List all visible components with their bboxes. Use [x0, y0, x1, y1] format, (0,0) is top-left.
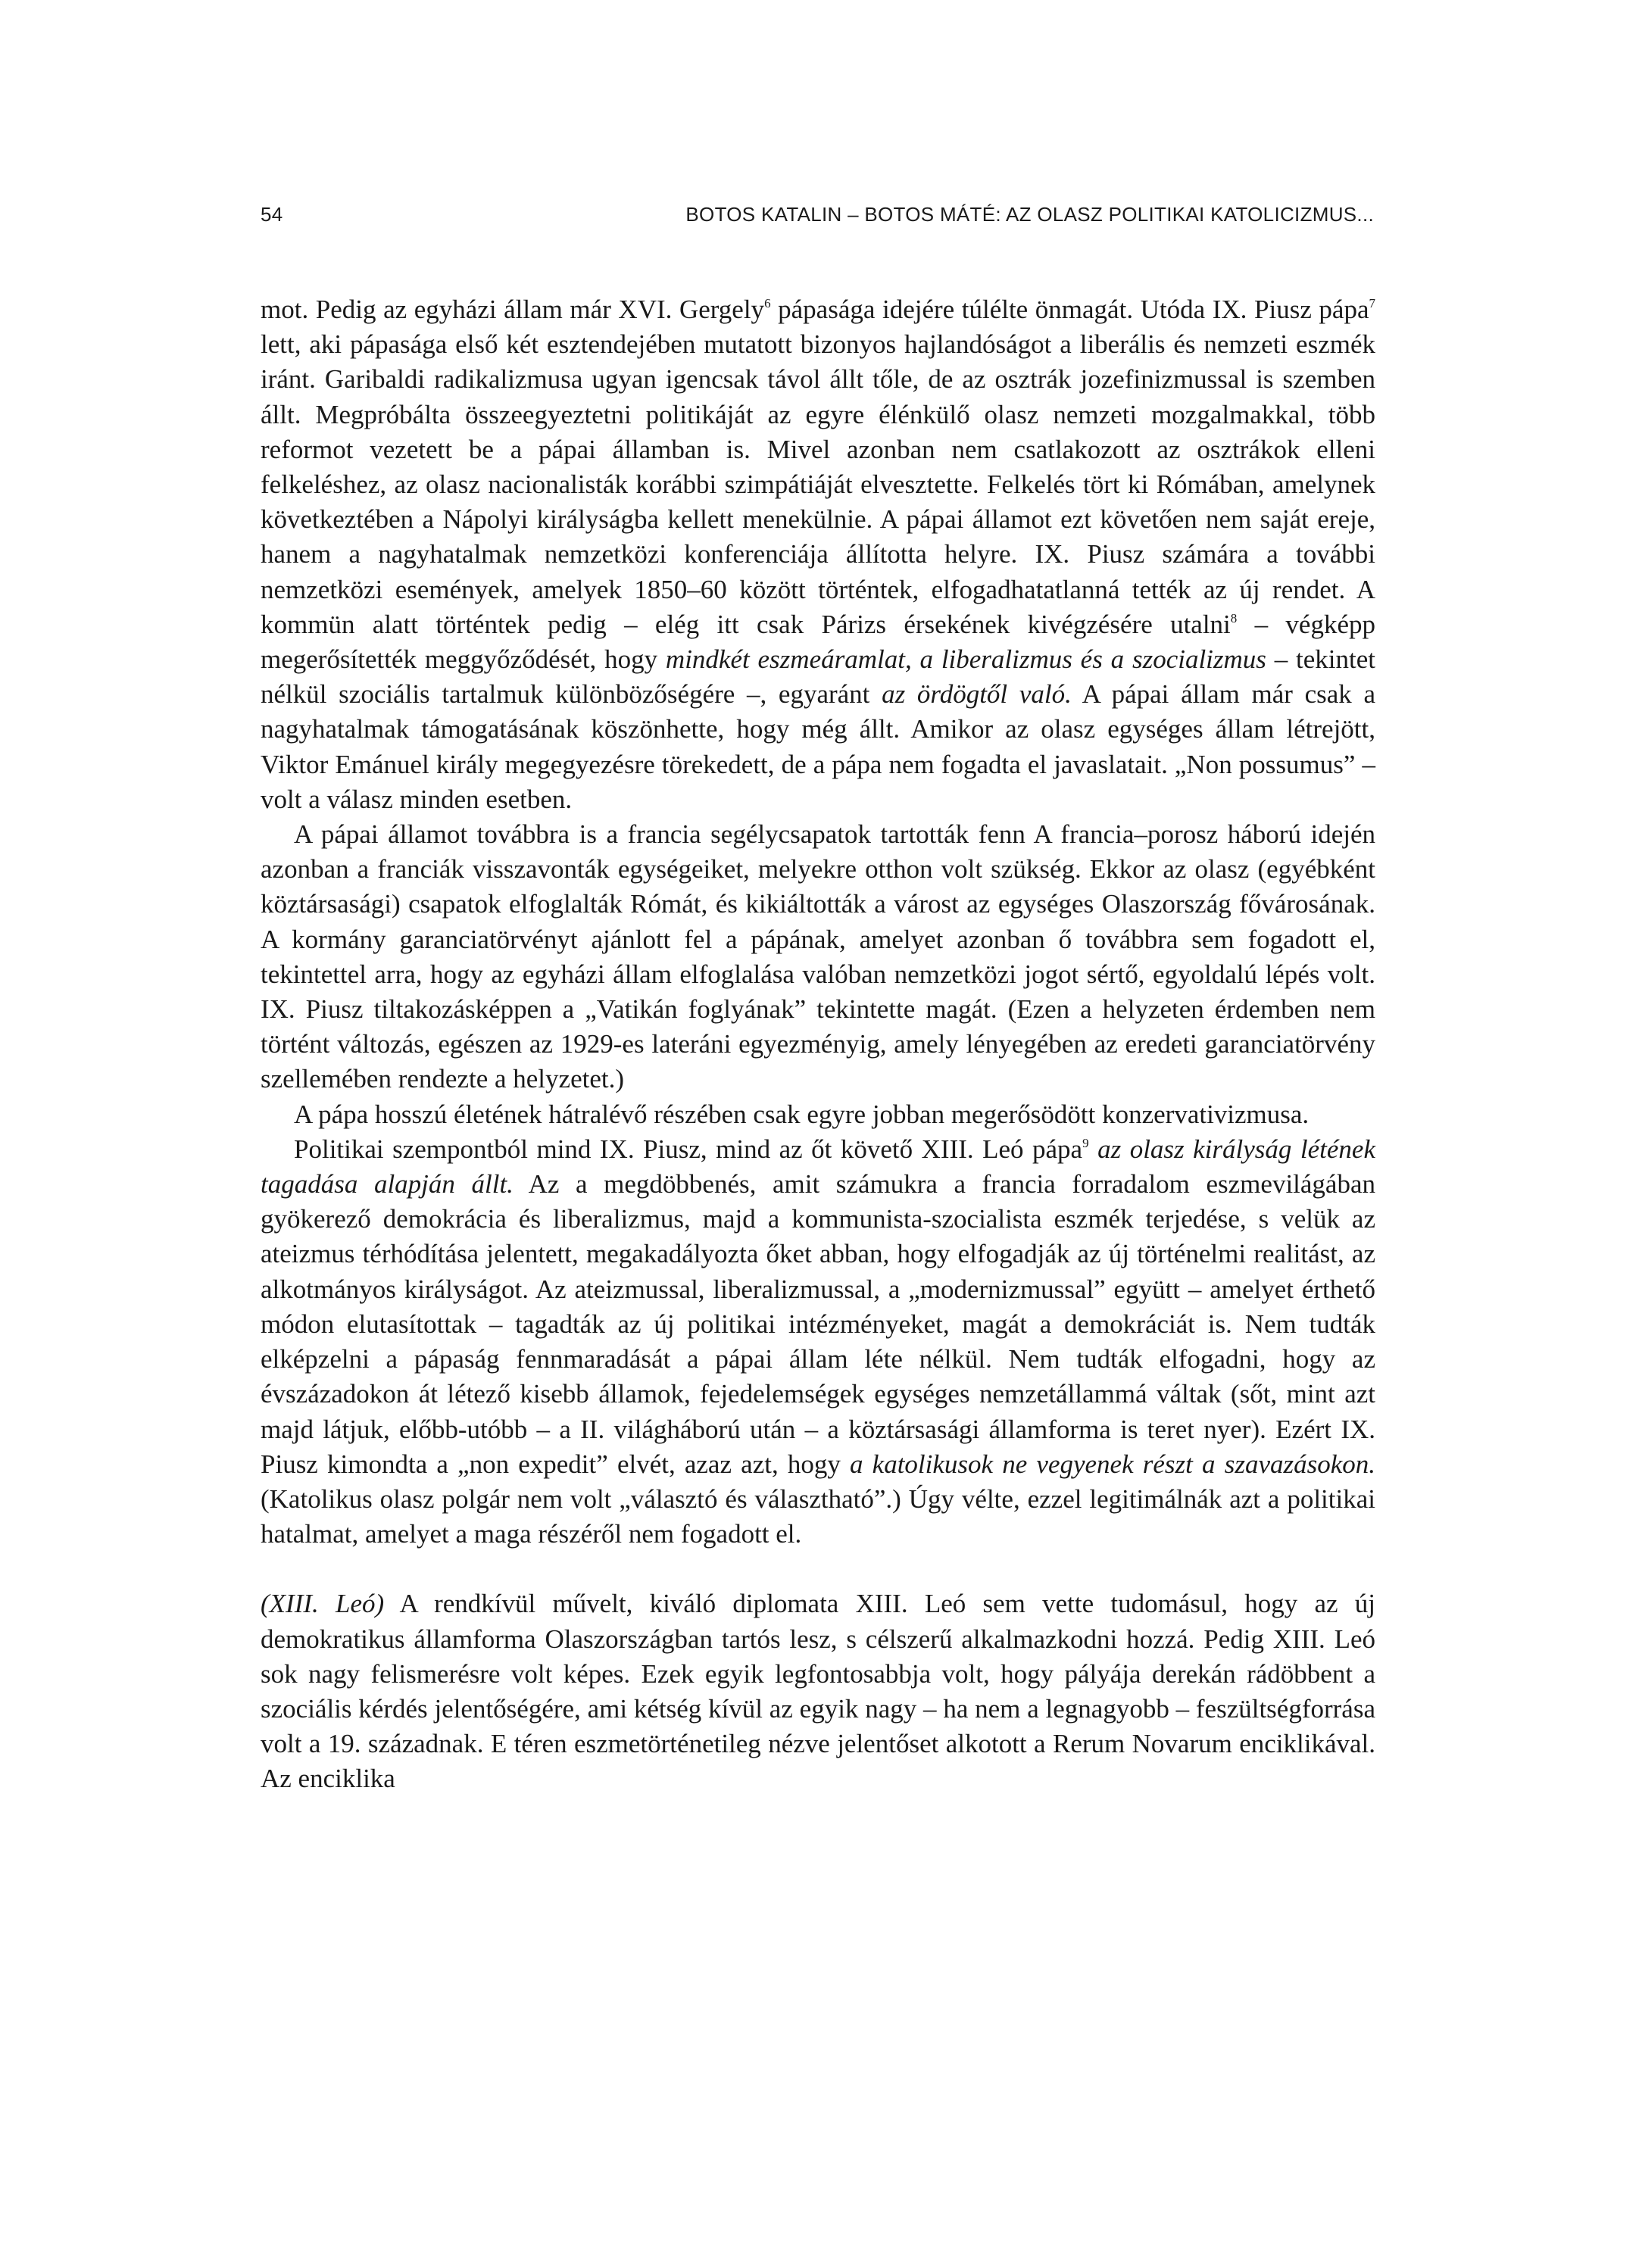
running-title: BOTOS KATALIN – BOTOS MÁTÉ: AZ OLASZ POLITIKAI KATOLICIZMUS... [685, 203, 1374, 226]
text-run: A pápai államot továbbra is a francia segélycsapatok tartották fenn A francia–porosz háború idején azonban a franciák visszavonták egységeiket, melyekre otthon volt szükség. Ekkor az olasz (egyébként köztársasági) csapatok elfoglalták Rómát, és kikiáltották a várost az egységes Olaszország fővárosának. A kormány garanciatörvényt ajánlott fel a pápának, amelyet azonban ő továbbra sem fogadott el, tekintettel arra, hogy az egyházi állam elfoglalása valóban nemzetközi jogot sértő, egyoldalú lépés volt. IX. Piusz tiltakozásképpen a „Vatikán foglyának” tekintette magát. (Ezen a helyzeten érdemben nem történt változás, egészen az 1929-es lateráni egyezményig, amely lényegében az eredeti garanciatörvény szellemében rendezte a helyzetet.) [261, 819, 1375, 1094]
text-run: A rendkívül művelt, kiváló diplomata XIII. Leó sem vette tudomásul, hogy az új demokratikus államforma Olaszországban tartós lesz, s célszerű alkalmazkodni hozzá. Pedig XIII. Leó sok nagy felismerésre volt képes. Ezek egyik legfontosabbja volt, hogy pályája derekán rádöbbent a szociális kérdés jelentőségére, ami kétség kívül az egyik nagy – ha nem a legnagyobb – feszültségforrása volt a 19. századnak. E téren eszmetörténetileg nézve jelentőset alkotott a Rerum Novarum enciklikával. Az enciklika [261, 1589, 1375, 1794]
footnote-marker: 6 [764, 296, 771, 310]
text-run: Politikai szempontból mind IX. Piusz, mind az őt követő XIII. Leó pápa [294, 1134, 1083, 1164]
footnote-marker: 8 [1230, 610, 1238, 625]
text-run: lett, aki pápasága első két esztendejében mutatott bizonyos hajlandóságot a liberális és nemzeti eszmék iránt. Garibaldi radikalizmusa ugyan igencsak távol állt tőle, de az osztrák jozefinizmussal is szemben állt. Megpróbálta összeegyeztetni politikáját az egyre élénkülő olasz nemzeti mozgalmakkal, több reformot vezetett be a pápai államban is. Mivel azonban nem csatlakozott az osztrákok elleni felkeléshez, az olasz nacionalisták korábbi szimpátiáját elvesztette. Felkelés tört ki Rómában, amelynek következtében a Nápolyi királyságba kellett menekülnie. A pápai államot ezt követően nem saját ereje, hanem a nagyhatalmak nemzetközi konferenciája állította helyre. IX. Piusz számára a további nemzetközi események, amelyek 1850–60 között történtek, elfogadhatatlanná tették az új rendet. A kommün alatt történtek pedig – elég itt csak Párizs érsekének kivégzésére utalni [261, 329, 1375, 639]
text-run: (Katolikus olasz polgár nem volt „választó és választható”.) Úgy vélte, ezzel legitimálnák azt a politikai hatalmat, amelyet a maga részéről nem fogadott el. [261, 1483, 1375, 1549]
text-run: – végképp megerősítették meggyőződését, hogy [261, 609, 1375, 675]
paragraph [261, 1586, 1375, 1796]
emphasis-text: (XIII. Leó) [261, 1589, 385, 1619]
page-number: 54 [261, 203, 283, 226]
text-run: A pápai állam már csak a nagyhatalmak támogatásának köszönhette, hogy még állt. Amikor az olasz egységes állam létrejött, Viktor Emánuel király megegyezésre törekedett, de a pápa nem fogadta el javaslatait. „Non possumus” – volt a válasz minden esetben. [261, 679, 1376, 814]
paragraph [261, 817, 1375, 1097]
emphasis-text: a katolikusok ne vegyenek részt a szavazásokon. [850, 1449, 1376, 1479]
text-run [1089, 1134, 1098, 1164]
text-run: mot. Pedig az egyházi állam már XVI. Gergely [261, 295, 765, 324]
page-header [261, 203, 1374, 233]
text-run: – tekintet nélkül szociális tartalmuk különbözőségére –, egyaránt [261, 644, 1375, 710]
paragraph [261, 292, 1375, 817]
footnote-marker: 7 [1369, 296, 1375, 310]
text-run: pápasága idejére túlélte önmagát. Utóda IX. Piusz pápa [770, 295, 1369, 324]
paragraph [261, 1132, 1375, 1552]
body-text [261, 292, 1375, 1797]
emphasis-text: mindkét eszmeáramlat, a liberalizmus és a szocializmus [665, 644, 1266, 675]
text-run: Az a megdöbbenés, amit számukra a francia forradalom eszmevilágában gyökerező demokrácia és liberalizmus, majd a kommunista-szocialista eszmék terjedése, s velük az ateizmus térhódítása jelentett, megakadályozta őket abban, hogy elfogadják az új történelmi realitást, az alkotmányos királyságot. Az ateizmussal, liberalizmussal, a „modernizmussal” együtt – amelyet érthető módon elutasítottak – tagadták az új politikai intézményeket, magát a demokráciát is. Nem tudták elképzelni a pápaság fennmaradását a pápai állam léte nélkül. Nem tudták elfogadni, hogy az évszázadokon át létező kisebb államok, fejedelemségek egységes nemzetállammá váltak (sőt, mint azt majd látjuk, előbb-utóbb – a II. világháború után – a köztársasági államforma is teret nyer). Ezért IX. Piusz kimondta a „non expedit” elvét, azaz azt, hogy [261, 1169, 1375, 1479]
text-run: A pápa hosszú életének hátralévő részében csak egyre jobban megerősödött konzervativizmusa. [294, 1099, 1310, 1129]
paragraph [261, 1097, 1375, 1132]
footnote-marker: 9 [1082, 1135, 1089, 1150]
emphasis-text: az olasz királyság létének tagadása alapján állt. [261, 1134, 1376, 1200]
emphasis-text: az ördögtől való. [882, 679, 1072, 710]
